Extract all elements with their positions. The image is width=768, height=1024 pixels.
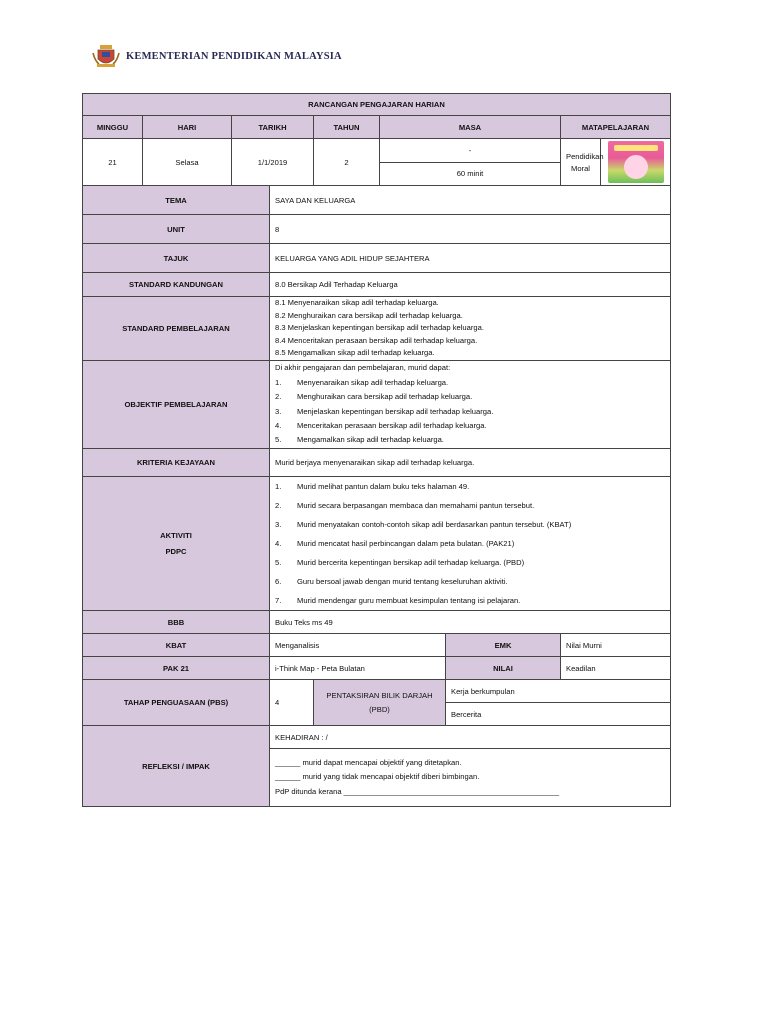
- emk-value: Nilai Murni: [561, 634, 671, 657]
- standard-kandungan-value: 8.0 Bersikap Adil Terhadap Keluarga: [270, 273, 671, 297]
- aktiviti-label: [83, 477, 270, 611]
- standard-kandungan-label: STANDARD KANDUNGAN: [83, 273, 270, 297]
- aktiviti-label-line2: PDPC: [165, 547, 187, 556]
- value-masa-bottom: 60 minit: [380, 162, 561, 186]
- bbb-label: BBB: [83, 611, 270, 634]
- tajuk-value: KELUARGA YANG ADIL HIDUP SEJAHTERA: [270, 244, 671, 273]
- tajuk-label: TAJUK: [83, 244, 270, 273]
- standard-pembelajaran-list: [270, 297, 671, 361]
- subject-line2: Moral: [571, 163, 590, 173]
- col-tahun: TAHUN: [314, 116, 380, 139]
- col-minggu: MINGGU: [83, 116, 143, 139]
- tahap-value: 4: [270, 680, 314, 726]
- standard-pembelajaran-label: STANDARD PEMBELAJARAN: [83, 297, 270, 361]
- list-item: 5. Murid bercerita kepentingan bersikap adil terhadap keluarga. (PBD): [275, 558, 525, 567]
- col-masa: MASA: [380, 116, 561, 139]
- list-item: 8.5 Mengamalkan sikap adil terhadap keluarga.: [275, 348, 435, 358]
- pbd-item-2: Bercerita: [446, 703, 671, 726]
- list-item: 8.3 Menjelaskan kepentingan bersikap adil terhadap keluarga.: [275, 323, 484, 333]
- col-matapelajaran: MATAPELAJARAN: [561, 116, 671, 139]
- pak21-value: i-Think Map - Peta Bulatan: [270, 657, 446, 680]
- value-subject: [561, 139, 604, 186]
- list-item: 3. Menjelaskan kepentingan bersikap adil terhadap keluarga.: [275, 406, 494, 416]
- list-item: 4. Menceritakan perasaan bersikap adil terhadap keluarga.: [275, 420, 487, 430]
- kbat-label: KBAT: [83, 634, 270, 657]
- aktiviti-label-line1: AKTIVITI: [160, 531, 192, 540]
- value-minggu: 21: [83, 139, 143, 186]
- tahap-label: TAHAP PENGUASAAN (PBS): [83, 680, 270, 726]
- aktiviti-list: [270, 477, 671, 611]
- refleksi-line: ______ murid yang tidak mencapai objektif diberi bimbingan.: [275, 772, 480, 782]
- pbd-item-1: Kerja berkumpulan: [446, 680, 671, 703]
- kriteria-value: Murid berjaya menyenaraikan sikap adil terhadap keluarga.: [270, 449, 671, 477]
- objektif-intro: Di akhir pengajaran dan pembelajaran, murid dapat:: [275, 363, 451, 373]
- value-tahun: 2: [314, 139, 380, 186]
- ministry-header: [92, 42, 342, 70]
- malaysia-crest-icon: [92, 43, 120, 69]
- tema-label: TEMA: [83, 186, 270, 215]
- col-hari: HARI: [143, 116, 232, 139]
- list-item: 8.4 Menceritakan perasaan bersikap adil terhadap keluarga.: [275, 335, 478, 345]
- textbook-cover-image: [608, 141, 664, 183]
- unit-label: UNIT: [83, 215, 270, 244]
- pbd-label: PENTAKSIRAN BILIK DARJAH (PBD): [314, 680, 446, 726]
- list-item: 1. Murid melihat pantun dalam buku teks halaman 49.: [275, 482, 470, 491]
- kbat-value: Menganalisis: [270, 634, 446, 657]
- list-item: 2. Murid secara berpasangan membaca dan memahami pantun tersebut.: [275, 501, 535, 510]
- refleksi-line: ______ murid dapat mencapai objektif yang ditetapkan.: [275, 757, 462, 767]
- unit-value: 8: [270, 215, 671, 244]
- col-tarikh: TARIKH: [232, 116, 314, 139]
- list-item: 3. Murid menyatakan contoh-contoh sikap adil berdasarkan pantun tersebut. (KBAT): [275, 520, 572, 529]
- lesson-plan-table: [82, 93, 671, 807]
- objektif-label: OBJEKTIF PEMBELAJARAN: [83, 361, 270, 449]
- list-item: 5. Mengamalkan sikap adil terhadap keluarga.: [275, 435, 444, 445]
- list-item: 1. Menyenaraikan sikap adil terhadap keluarga.: [275, 377, 449, 387]
- refleksi-line: PdP ditunda kerana ___________________________________________________: [275, 786, 560, 796]
- ministry-name: KEMENTERIAN PENDIDIKAN MALAYSIA: [126, 50, 342, 62]
- list-item: 2. Menghuraikan cara bersikap adil terhadap keluarga.: [275, 392, 473, 402]
- subject-line1: Pendidikan: [566, 151, 604, 161]
- textbook-cover-cell: [601, 139, 671, 186]
- list-item: 8.2 Menghuraikan cara bersikap adil terhadap keluarga.: [275, 310, 463, 320]
- objektif-list: [270, 361, 671, 449]
- bbb-value: Buku Teks ms 49: [270, 611, 671, 634]
- nilai-label: NILAI: [446, 657, 561, 680]
- list-item: 8.1 Menyenaraikan sikap adil terhadap keluarga.: [275, 298, 439, 308]
- pak21-label: PAK 21: [83, 657, 270, 680]
- tema-value: SAYA DAN KELUARGA: [270, 186, 671, 215]
- kriteria-label: KRITERIA KEJAYAAN: [83, 449, 270, 477]
- value-masa-top: -: [380, 139, 561, 163]
- nilai-value: Keadilan: [561, 657, 671, 680]
- value-tarikh: 1/1/2019: [232, 139, 314, 186]
- refleksi-label: REFLEKSI / IMPAK: [83, 726, 270, 807]
- list-item: 7. Murid mendengar guru membuat kesimpulan tentang isi pelajaran.: [275, 596, 521, 605]
- emk-label: EMK: [446, 634, 561, 657]
- list-item: 6. Guru bersoal jawab dengan murid tentang keseluruhan aktiviti.: [275, 577, 508, 586]
- kehadiran-line: KEHADIRAN : /: [270, 726, 671, 749]
- list-item: 4. Murid mencatat hasil perbincangan dalam peta bulatan. (PAK21): [275, 539, 515, 548]
- refleksi-lines: [270, 749, 671, 807]
- value-hari: Selasa: [143, 139, 232, 186]
- form-title: RANCANGAN PENGAJARAN HARIAN: [83, 94, 671, 116]
